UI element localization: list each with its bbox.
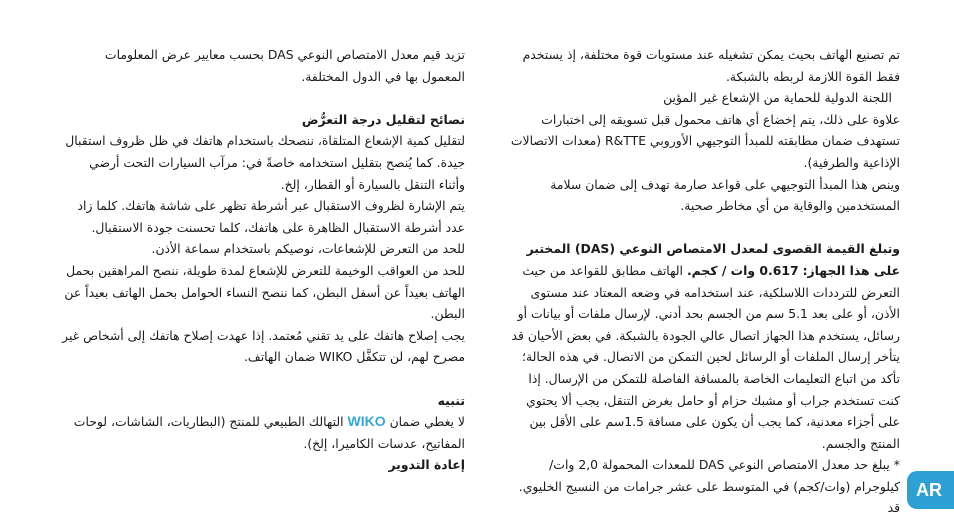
tips-bars-paragraph: يتم الإشارة لظروف الاستقبال عبر أشرطة تظهر على شاشة هاتفك. كلما زاد عدد أشرطة الاستقبال الظاهرة على هاتفك، كلما تحسنت جودة الاستقبال. [77,198,465,235]
spacer [62,368,465,390]
tips-headset-paragraph: للحد من التعرض للإشعاعات، نوصيكم باستخدام سماعة الأذن. [151,241,465,257]
sar-paragraph [507,238,900,454]
spacer [507,217,900,239]
wiko-brand: WIKO [347,413,386,430]
sar-body: الهاتف مطابق للقواعد من حيث التعرض للترددات اللاسلكية، عند استخدامه في وضعه المعتاد عند مستوى الأذن، أو على بعد 5.1 سم من الجسم بحد أدني. لإرسال ملفات أو بيانات أو رسائل، يستخدم هذا الجهاز اتصال عالي الجودة بالشبكة. في بعض الأحيان قد يتأخر إرسال الملفات أو الرسائل لحين التمكن من الاتصال. في هذه الحالة؛ تأكد من اتباع التعليمات الخاصة بالمسافة الفاصلة للتمكن من الإرسال. إذا كنت تستخدم جراب أو مشبك حزام أو حامل بغرض التنقل، يجب ألا يحتوي على أجزاء معدنية، كما يجب أن يكون على مسافة 1.5سم على الأقل بين المنتج والجسم. [511,262,900,451]
right-column [507,44,900,519]
warranty-prefix: لا يغطي ضمان [389,414,465,430]
das-standards-paragraph: تزيد قيم معدل الامتصاص النوعي DAS بحسب معايير عرض المعلومات المعمول بها في الدول المختلفة. [104,47,465,84]
recycling-heading: إعادة التدوير [388,457,465,473]
icnirp-paragraph: اللجنة الدولية للحماية من الإشعاع غير المؤين [663,90,892,106]
left-column [62,44,465,476]
rtte-paragraph: علاوة على ذلك، يتم إخضاع أي هاتف محمول قبل تسويقه إلى اختبارات تستهدف ضمان مطابقته للمبدأ التوجيهي الأوروبي R&TTE (معدات الاتصالات الإذاعية والطرفية). [510,111,900,170]
tips-repair-paragraph: يجب إصلاح هاتفك على يد تقني مُعتمد. إذا عهدت إصلاح هاتفك إلى أشخاص غير مصرح لهم، لن تتكفَّل WIKO ضمان الهاتف. [62,327,465,365]
note-heading: تنبيه [437,392,465,408]
sar-footnote: * يبلغ حد معدل الامتصاص النوعي DAS للمعدات المحمولة 2,0 وات/ كيلوجرام (وات/كجم) في المتوسط على عشر جرامات من النسيج الخليوي. قد [518,457,900,516]
tips-heading: نصائح لتقليل درجة التعرُّض [301,111,465,127]
tips-teens-paragraph: للحد من العواقب الوخيمة للتعرض للإشعاع لمدة طويلة، ننصح المراهقين بحمل الهاتف بعيداً عن أسفل البطن، كما ننصح النساء الحوامل بحمل الهاتف بعيداً عن البطن. [64,262,465,322]
tips-reception-paragraph: لتقليل كمية الإشعاع المتلقاة، ننصحك باستخدام هاتفك في ظل ظروف استقبال جيدة. كما يُنصح بتقليل استخدامه خاصةً في: مرآب السيارات التحت أرضي وأثناء التنقل بالسيارة أو القطار، إلخ. [65,133,465,192]
sar-value: 0.617 وات / كجم. [686,262,799,278]
warranty-suffix: التهالك الطبيعي للمنتج (البطاريات، الشاشات، لوحات المفاتيح، عدسات الكاميرا، إلخ). [73,414,465,451]
intro-paragraph: تم تصنيع الهاتف بحيث يمكن تشغيله عند مستويات قوة مختلفة، إذ يستخدم فقط القوة اللازمة لربطه بالشبكة. [522,47,900,84]
safety-rules-paragraph: وينص هذا المبدأ التوجيهي على قواعد صارمة تهدف إلى ضمان سلامة المستخدمين والوقاية من أي مخاطر صحية. [550,176,900,214]
sar-heading: وتبلغ القيمة القصوى لمعدل الامتصاص النوعي (DAS) المختبر على هذا الجهاز: [526,241,900,278]
spacer [62,87,465,109]
language-badge: AR [907,471,954,509]
warranty-paragraph [62,411,465,454]
